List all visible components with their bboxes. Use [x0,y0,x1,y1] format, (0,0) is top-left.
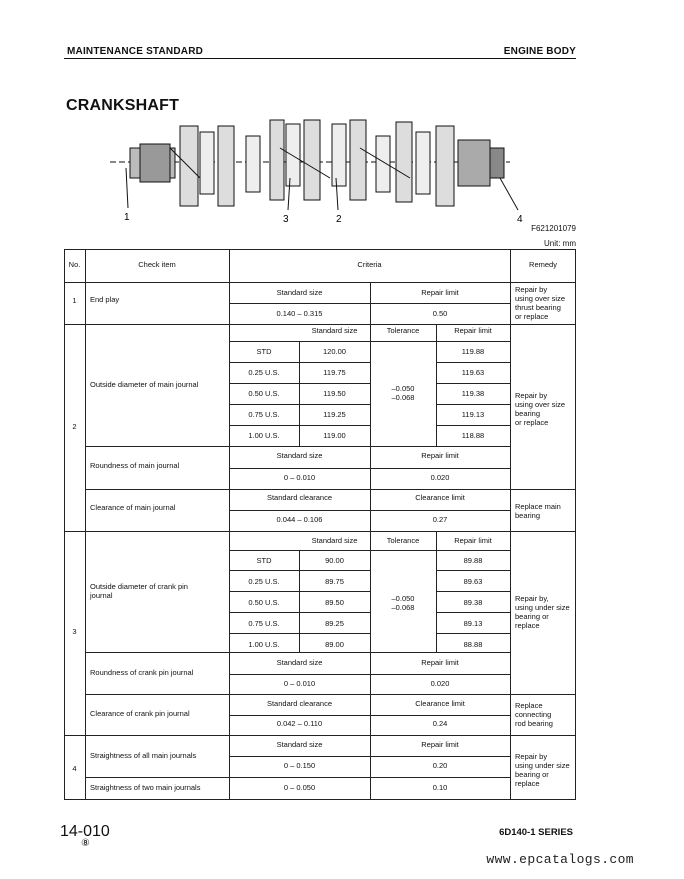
standard-value: 89.25 [325,619,344,628]
criteria-label: Clearance limit [415,493,465,502]
standard-value: 0 – 0.150 [283,761,316,770]
standard-value: 89.00 [325,640,344,649]
standard-value: 0 – 0.010 [283,679,316,688]
check-item-main-journal-diameter: Outside diameter of main journal [90,380,199,389]
table-rule [64,324,576,325]
table-rule [575,249,576,799]
limit-value: 118.88 [461,431,485,440]
check-item-straightness-all: Straightness of all main journals [90,751,197,760]
row-number: 1 [72,296,77,305]
header-no: No. [68,260,81,269]
callout-1: 1 [124,212,130,223]
standard-value: 119.50 [323,389,346,398]
table-rule [64,249,65,799]
standard-value: 119.75 [323,368,346,377]
limit-value: 0.020 [430,679,450,688]
criteria-label: Clearance limit [415,699,465,708]
limit-value: 89.13 [463,619,483,628]
column-header: Tolerance [386,326,420,335]
remedy-text: Repair by using under size bearing or replace [515,752,570,788]
page-title: CRANKSHAFT [66,97,180,114]
header-rule [64,58,576,59]
check-item-straightness-two: Straightness of two main journals [90,783,201,792]
table-rule [85,446,510,447]
standard-value: 0 – 0.010 [283,473,316,482]
remedy-text: Repair by, using under size bearing or replace [515,594,570,630]
criteria-label: Repair limit [421,740,459,749]
check-item-crank-pin-clearance: Clearance of crank pin journal [90,709,190,718]
table-rule [85,777,510,778]
series-label: 6D140-1 SERIES [499,827,573,838]
revision-mark: ⑧ [81,838,90,849]
table-rule [64,282,576,283]
table-rule [436,425,510,426]
header-chapter-title: ENGINE BODY [503,46,576,57]
table-rule [436,531,437,652]
standard-value: 0.044 – 0.106 [276,515,323,524]
column-header: Repair limit [454,326,492,335]
check-item-end-play: End play [90,295,120,304]
header-check-item: Check item [138,260,176,269]
figure-code: F621201079 [531,224,576,233]
row-number: 3 [72,627,77,636]
tolerance-value: –0.050 –0.068 [391,384,415,402]
limit-value: 89.63 [463,577,483,586]
standard-value: 89.75 [325,577,344,586]
table-rule [436,404,510,405]
standard-value: 119.00 [323,431,346,440]
remedy-text: Repair by using over size thrust bearing or replace [515,285,566,321]
table-rule [85,489,576,490]
criteria-label: Repair limit [421,451,459,460]
standard-value: 0.042 – 0.110 [276,719,323,728]
row-number: 2 [72,422,77,431]
standard-value: 120.00 [323,347,346,356]
standard-value: 119.25 [323,410,346,419]
criteria-label: Standard size [276,740,323,749]
limit-value: 88.88 [463,640,483,649]
limit-value: 0.020 [430,473,450,482]
table-rule [436,570,510,571]
size-label: 1.00 U.S. [248,640,280,649]
size-label: 0.50 U.S. [248,389,280,398]
table-rule [436,591,510,592]
limit-value: 89.88 [463,556,483,565]
check-item-main-journal-roundness: Roundness of main journal [90,461,180,470]
watermark: www.epcatalogs.com [486,852,634,867]
size-label: 0.75 U.S. [248,619,280,628]
criteria-label: Repair limit [421,288,459,297]
column-header: Standard size [311,536,358,545]
table-rule [85,249,86,799]
column-header: Repair limit [454,536,492,545]
unit-label: Unit: mm [544,239,576,248]
size-label: 0.25 U.S. [248,577,280,586]
table-rule [64,249,576,250]
size-label: STD [256,347,272,356]
limit-value: 0.20 [432,761,448,770]
table-rule [436,383,510,384]
maintenance-table [64,249,576,799]
limit-value: 0.24 [432,719,448,728]
standard-value: 89.50 [325,598,344,607]
criteria-label: Standard size [276,451,323,460]
table-rule [64,799,576,800]
standard-value: 0 – 0.050 [283,783,316,792]
size-label: 0.25 U.S. [248,368,280,377]
limit-value: 119.13 [461,410,485,419]
table-rule [64,531,576,532]
column-header: Standard size [311,326,358,335]
remedy-text: Replace main bearing [515,502,561,520]
remedy-text: Replace connecting rod bearing [515,701,553,728]
size-label: STD [256,556,272,565]
table-rule [85,694,576,695]
limit-value: 0.10 [432,783,448,792]
table-rule [436,324,437,446]
limit-value: 119.88 [461,347,485,356]
row-number: 4 [72,764,77,773]
criteria-label: Standard clearance [266,493,333,502]
header-remedy: Remedy [529,260,557,269]
remedy-text: Repair by using over size bearing or replace [515,391,566,427]
header-criteria: Criteria [357,260,382,269]
table-rule [64,735,576,736]
limit-value: 89.38 [463,598,483,607]
check-item-crank-pin-diameter: Outside diameter of crank pin journal [90,582,188,600]
callout-4: 4 [517,214,523,225]
crankshaft-diagram [100,118,530,228]
limit-value: 119.38 [461,389,485,398]
table-rule [436,612,510,613]
column-header: Tolerance [386,536,420,545]
page-number: 14-010 [60,823,110,840]
table-rule [370,531,371,652]
limit-value: 0.27 [432,515,448,524]
header-section-title: MAINTENANCE STANDARD [67,46,204,57]
standard-value: 90.00 [325,556,344,565]
size-label: 0.50 U.S. [248,598,280,607]
table-rule [85,652,510,653]
table-rule [229,249,230,799]
check-item-main-journal-clearance: Clearance of main journal [90,503,176,512]
limit-value: 119.63 [461,368,485,377]
criteria-label: Standard clearance [266,699,333,708]
callout-2: 2 [336,214,342,225]
table-rule [436,362,510,363]
criteria-label: Repair limit [421,658,459,667]
size-label: 0.75 U.S. [248,410,280,419]
size-label: 1.00 U.S. [248,431,280,440]
table-rule [436,633,510,634]
callout-3: 3 [283,214,289,225]
check-item-crank-pin-roundness: Roundness of crank pin journal [90,668,194,677]
table-rule [510,249,511,799]
criteria-label: Standard size [276,288,323,297]
limit-value: 0.50 [432,309,448,318]
standard-value: 0.140 – 0.315 [276,309,323,318]
tolerance-value: –0.050 –0.068 [391,594,415,612]
criteria-label: Standard size [276,658,323,667]
